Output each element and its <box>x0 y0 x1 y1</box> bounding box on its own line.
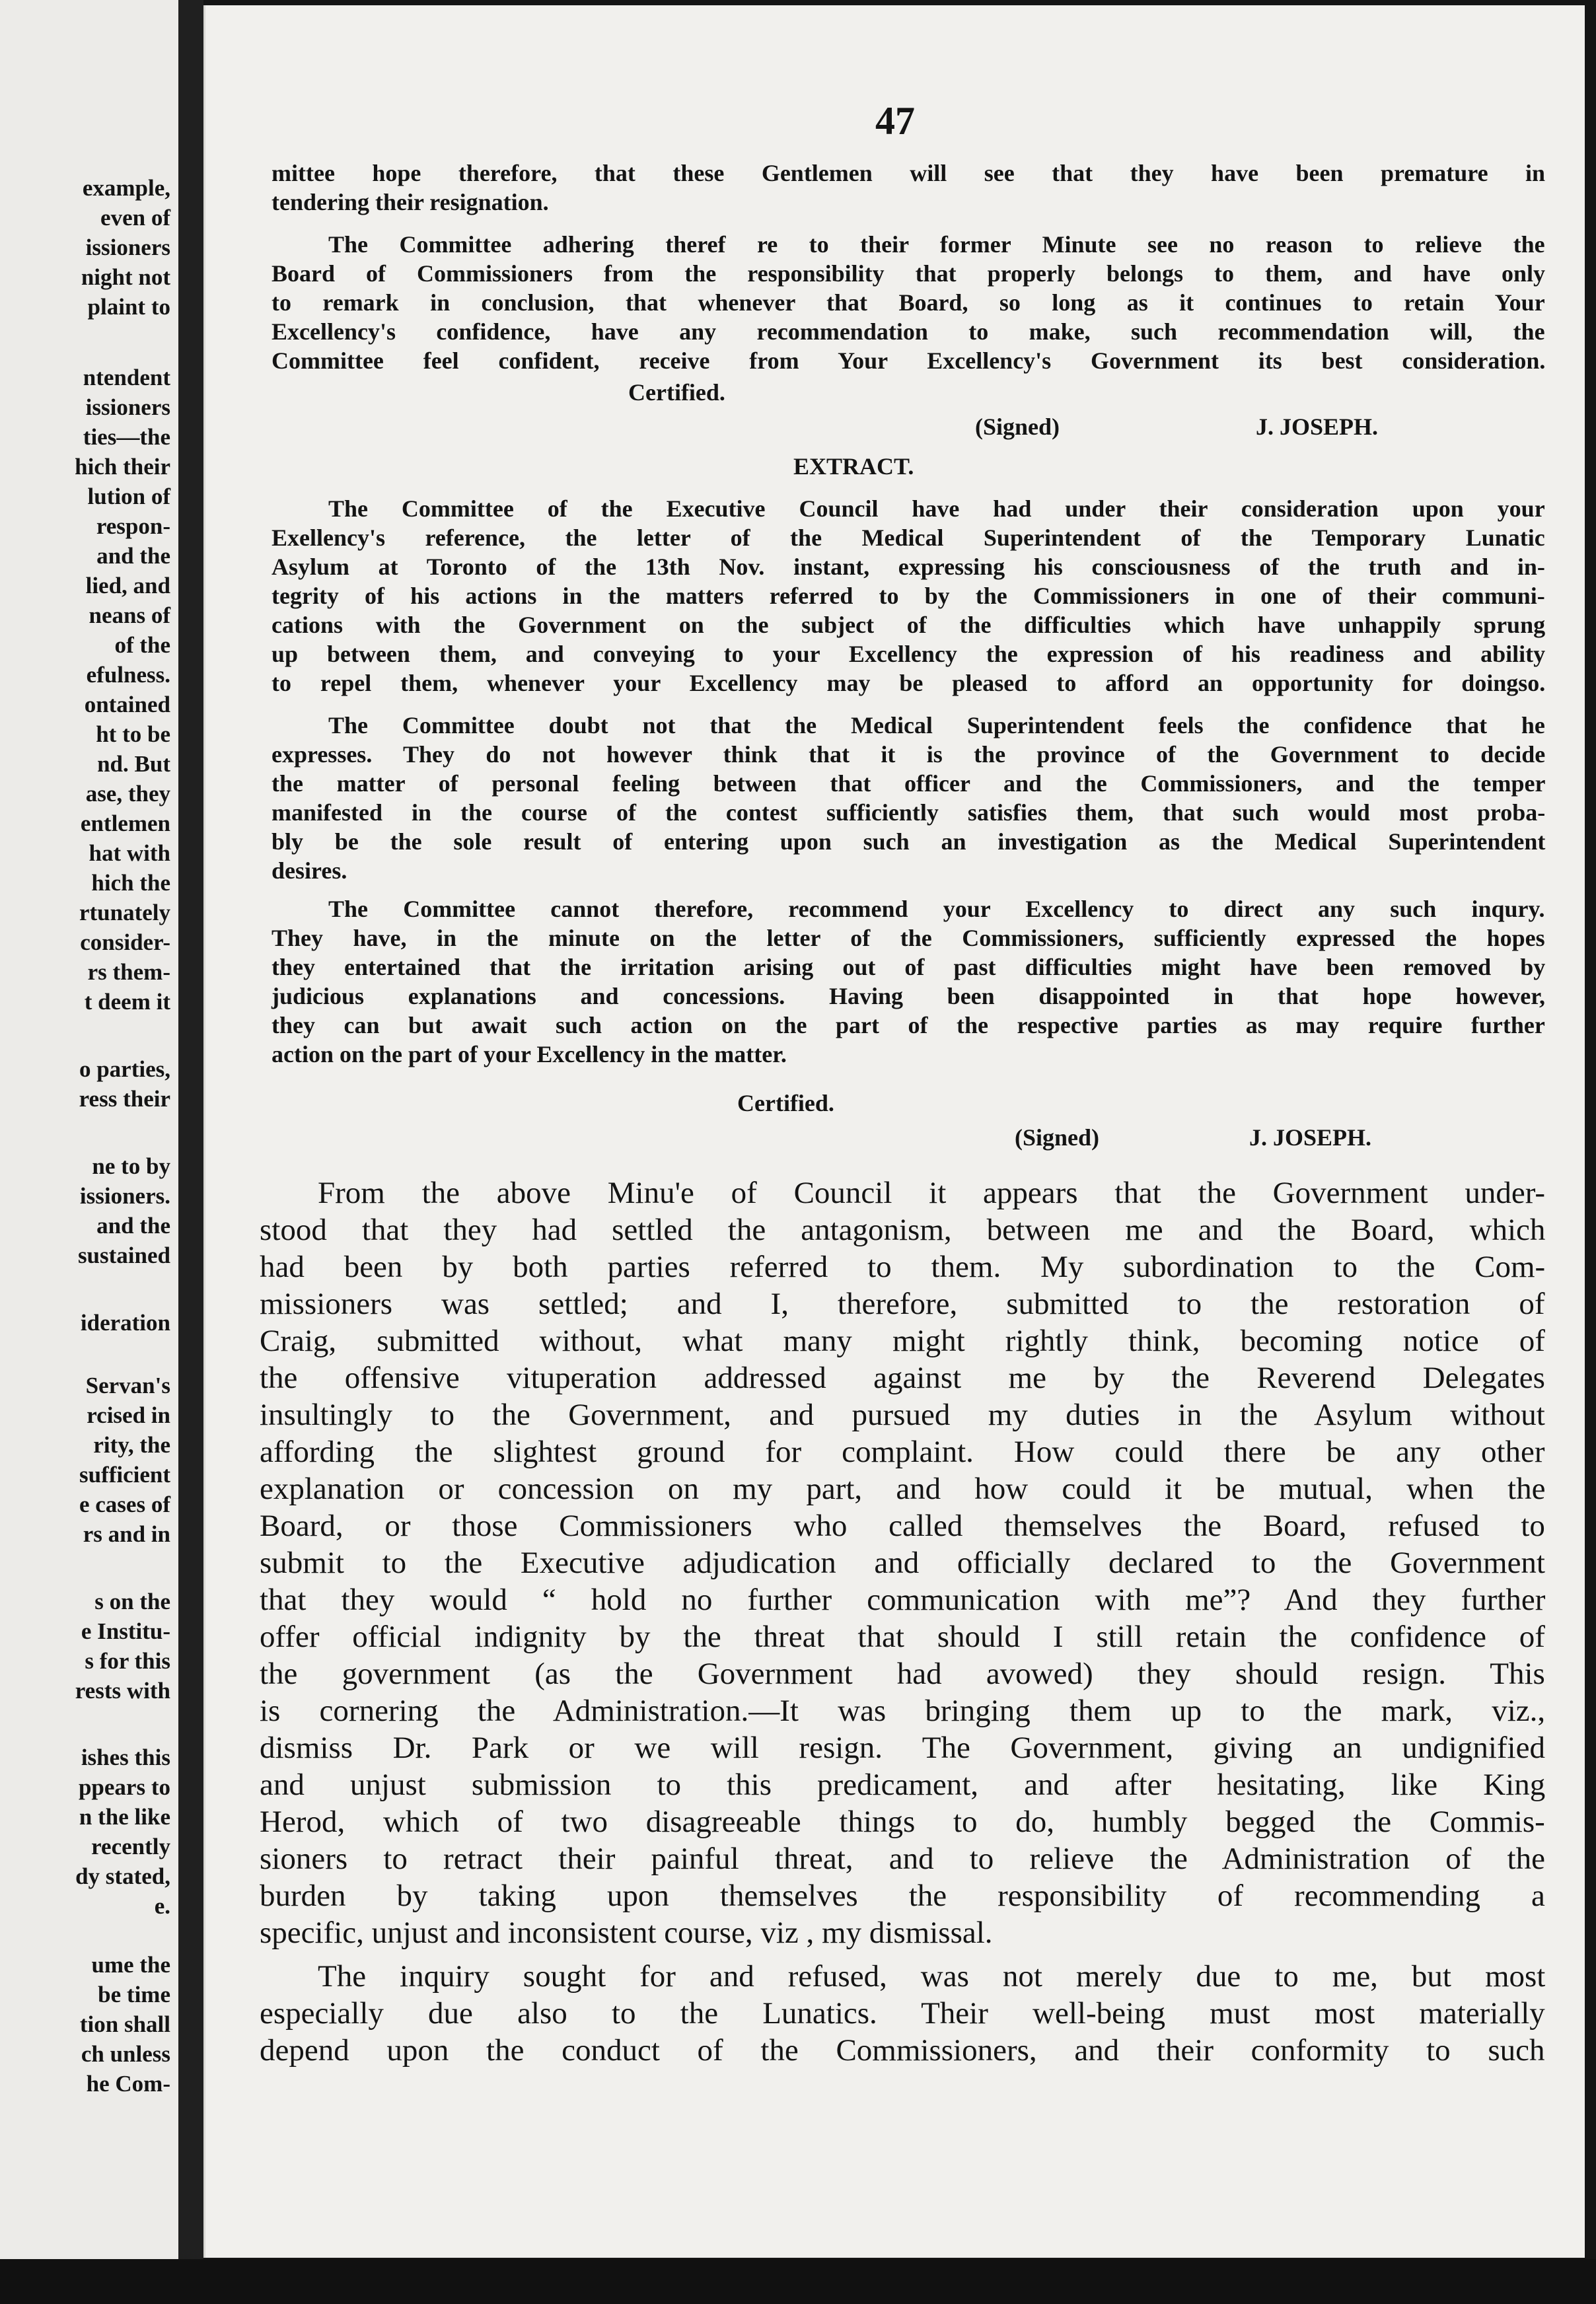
facing-page-text-fragment: rity, the <box>93 1432 170 1458</box>
facing-page-text-fragment: e cases of <box>79 1492 170 1517</box>
text-line: insultingly to the Government, and pursued my duties in the Asylum without <box>260 1398 1545 1432</box>
facing-page-text-fragment: rests with <box>75 1678 170 1704</box>
text-line: missioners was settled; and I, therefore, submitted to the restoration of <box>260 1287 1545 1321</box>
text-line: had been by both parties referred to them. My subordination to the Com- <box>260 1250 1546 1284</box>
text-line: the offensive vituperation addressed against me by the Reverend Delegates <box>260 1361 1545 1395</box>
text-line: Herod, which of two disagreeable things to do, humbly begged the Commis- <box>260 1805 1545 1839</box>
facing-page-text-fragment: s on the <box>94 1589 170 1614</box>
facing-page-text-fragment: be time <box>98 1982 170 2007</box>
facing-page-text-fragment: plaint to <box>87 294 170 320</box>
text-line: especially due also to the Lunatics. Their well-being must most materially <box>260 1996 1545 2031</box>
facing-page-text-fragment: ht to be <box>96 721 170 747</box>
text-line: J. JOSEPH. <box>1256 414 1379 440</box>
text-line: affording the slightest ground for complaint. How could there be any other <box>260 1435 1545 1469</box>
text-line: mittee hope therefore, that these Gentlemen will see that they have been premature in <box>272 160 1546 186</box>
text-line: From the above Minu'e of Council it appears that the Government under- <box>318 1176 1546 1210</box>
facing-page-text-fragment: t deem it <box>84 989 170 1015</box>
text-line: to remark in conclusion, that whenever that Board, so long as it continues to retain Your <box>272 289 1545 316</box>
facing-page-text-fragment: Servan's <box>85 1373 170 1398</box>
facing-page-text-fragment: rtunately <box>79 900 170 925</box>
facing-page-text-fragment: ase, they <box>85 781 170 807</box>
facing-page-text-fragment: issioners. <box>79 1183 170 1209</box>
facing-page-text-fragment: ishes this <box>81 1745 170 1770</box>
facing-page-text-fragment: tion shall <box>79 2011 170 2037</box>
text-line: Certified. <box>737 1090 834 1116</box>
text-line: Board of Commissioners from the responsibility that properly belongs to them, and have only <box>272 260 1546 287</box>
facing-page-text-fragment: ch unless <box>81 2041 170 2067</box>
text-line: Committee feel confident, receive from Your Excellency's Government its best consideration. <box>272 347 1546 374</box>
text-line: The Committee cannot therefore, recommend your Excellency to direct any such inqury. <box>328 896 1545 922</box>
text-line: that they would “ hold no further communication with me”? And they further <box>260 1583 1546 1617</box>
text-line: the matter of personal feeling between that officer and the Commissioners, and the temper <box>272 770 1546 797</box>
facing-page-text-fragment: sufficient <box>79 1462 170 1488</box>
facing-page-text-fragment: efulness. <box>86 662 170 688</box>
facing-page-text-fragment: nd. But <box>97 751 170 777</box>
facing-page-text-fragment: issioners <box>85 234 170 260</box>
text-line: burden by taking upon themselves the responsibility of recommending a <box>260 1879 1545 1913</box>
facing-page-text-fragment: ume the <box>91 1952 170 1978</box>
facing-page-text-fragment: e Institu- <box>81 1618 170 1644</box>
facing-page-text-fragment: o parties, <box>79 1056 170 1082</box>
text-line: tegrity of his actions in the matters referred to by the Commissioners in one of their communi- <box>272 583 1545 609</box>
facing-page-text-fragment: and the <box>96 543 170 569</box>
text-line: they can but await such action on the part of the respective parties as may require further <box>272 1012 1545 1038</box>
facing-page-text-fragment: hat with <box>89 840 170 866</box>
text-line: (Signed) <box>1015 1124 1100 1151</box>
text-line: The inquiry sought for and refused, was not merely due to me, but most <box>318 1959 1546 1994</box>
facing-page-text-fragment: ideration <box>80 1310 170 1336</box>
facing-page-text-fragment: respon- <box>96 513 170 539</box>
text-line: desires. <box>272 857 347 884</box>
text-line: manifested in the course of the contest sufficiently satisfies them, that such would most proba- <box>272 799 1546 826</box>
text-line: is cornering the Administration.—It was bringing them up to the mark, viz., <box>260 1694 1546 1728</box>
text-line: EXTRACT. <box>793 453 914 480</box>
text-line: Craig, submitted without, what many might rightly think, becoming notice of <box>260 1324 1545 1358</box>
text-line: to repel them, whenever your Excellency may be pleased to afford an opportunity for doingso. <box>272 670 1546 696</box>
scan-border <box>0 2259 1596 2304</box>
facing-page-text-fragment: sustained <box>77 1242 170 1268</box>
text-line: The Committee of the Executive Council have had under their consideration upon your <box>328 495 1545 522</box>
text-line: dismiss Dr. Park or we will resign. The Government, giving an undignified <box>260 1731 1545 1765</box>
facing-page-text-fragment: ne to by <box>92 1153 170 1179</box>
text-line: Excellency's confidence, have any recommendation to make, such recommendation will, the <box>272 318 1545 345</box>
book-gutter <box>178 0 203 2304</box>
text-line: the government (as the Government had avowed) they should resign. This <box>260 1657 1545 1691</box>
facing-page-text-fragment: ppears to <box>78 1774 170 1800</box>
document-page <box>203 5 1585 2258</box>
text-line: tendering their resignation. <box>272 189 549 215</box>
facing-page-text-fragment: consider- <box>80 929 170 955</box>
facing-page-text-fragment: rs and in <box>83 1521 170 1547</box>
facing-page-text-fragment: issioners <box>85 394 170 420</box>
facing-page-text-fragment: ress their <box>79 1086 170 1112</box>
text-line: depend upon the conduct of the Commissioners, and their conformity to such <box>260 2033 1545 2068</box>
facing-page-text-fragment: ties—the <box>83 424 170 450</box>
text-line: up between them, and conveying to your Excellency the expression of his readiness and ability <box>272 641 1546 667</box>
text-line: cations with the Government on the subject of the difficulties which have unhappily sprung <box>272 612 1546 638</box>
facing-page-text-fragment: e. <box>154 1893 170 1919</box>
facing-page-fragment <box>0 0 180 2259</box>
text-line: They have, in the minute on the letter of the Commissioners, sufficiently expressed the hopes <box>272 925 1545 951</box>
facing-page-text-fragment: example, <box>82 175 170 201</box>
facing-page-text-fragment: neans of <box>89 602 170 628</box>
facing-page-text-fragment: entlemen <box>80 810 170 836</box>
text-line: offer official indignity by the threat that should I still retain the confidence of <box>260 1620 1545 1654</box>
facing-page-text-fragment: hich the <box>91 870 170 896</box>
facing-page-text-fragment: he Com- <box>86 2071 170 2097</box>
facing-page-text-fragment: hich their <box>75 454 170 480</box>
facing-page-text-fragment: lution of <box>87 484 170 509</box>
text-line: (Signed) <box>975 414 1060 440</box>
text-line: judicious explanations and concessions. Having been disappointed in that hope however, <box>272 983 1545 1009</box>
facing-page-text-fragment: dy stated, <box>75 1863 170 1889</box>
facing-page-text-fragment: s for this <box>85 1648 170 1674</box>
text-line: and unjust submission to this predicament, and after hesitating, like King <box>260 1768 1546 1802</box>
text-line: sioners to retract their painful threat, and to relieve the Administration of the <box>260 1842 1545 1876</box>
facing-page-text-fragment: ntendent <box>83 365 170 390</box>
facing-page-text-fragment: and the <box>96 1213 170 1239</box>
text-line: The Committee adhering theref re to their former Minute see no reason to relieve the <box>328 231 1545 258</box>
text-line: submit to the Executive adjudication and officially declared to the Government <box>260 1546 1545 1580</box>
text-line: J. JOSEPH. <box>1249 1124 1372 1151</box>
text-line: expresses. They do not however think that it is the province of the Government to decide <box>272 741 1546 768</box>
text-line: explanation or concession on my part, and how could it be mutual, when the <box>260 1472 1546 1506</box>
facing-page-text-fragment: even of <box>100 205 170 231</box>
facing-page-text-fragment: of the <box>114 632 170 658</box>
text-line: Asylum at Toronto of the 13th Nov. instant, expressing his consciousness of the truth and in- <box>272 554 1545 580</box>
facing-page-text-fragment: ontained <box>84 692 170 717</box>
facing-page-text-fragment: recently <box>91 1834 170 1859</box>
facing-page-text-fragment: n the like <box>79 1804 170 1830</box>
text-line: they entertained that the irritation arising out of past difficulties might have been removed by <box>272 954 1546 980</box>
text-line: bly be the sole result of entering upon such an investigation as the Medical Superintendent <box>272 828 1546 855</box>
text-line: Certified. <box>628 379 725 406</box>
page-number: 47 <box>875 99 915 143</box>
text-line: Board, or those Commissioners who called themselves the Board, refused to <box>260 1509 1545 1543</box>
text-line: The Committee doubt not that the Medical Superintendent feels the confidence that he <box>328 712 1545 738</box>
facing-page-text-fragment: lied, and <box>85 573 170 598</box>
text-line: action on the part of your Excellency in the matter. <box>272 1041 787 1067</box>
facing-page-text-fragment: night not <box>81 264 170 290</box>
facing-page-text-fragment: rcised in <box>87 1402 170 1428</box>
text-line: stood that they had settled the antagonism, between me and the Board, which <box>260 1213 1546 1247</box>
text-line: Exellency's reference, the letter of the Medical Superintendent of the Temporary Lunatic <box>272 524 1545 551</box>
text-line: specific, unjust and inconsistent course, viz , my dismissal. <box>260 1916 993 1950</box>
facing-page-text-fragment: rs them- <box>87 959 170 985</box>
